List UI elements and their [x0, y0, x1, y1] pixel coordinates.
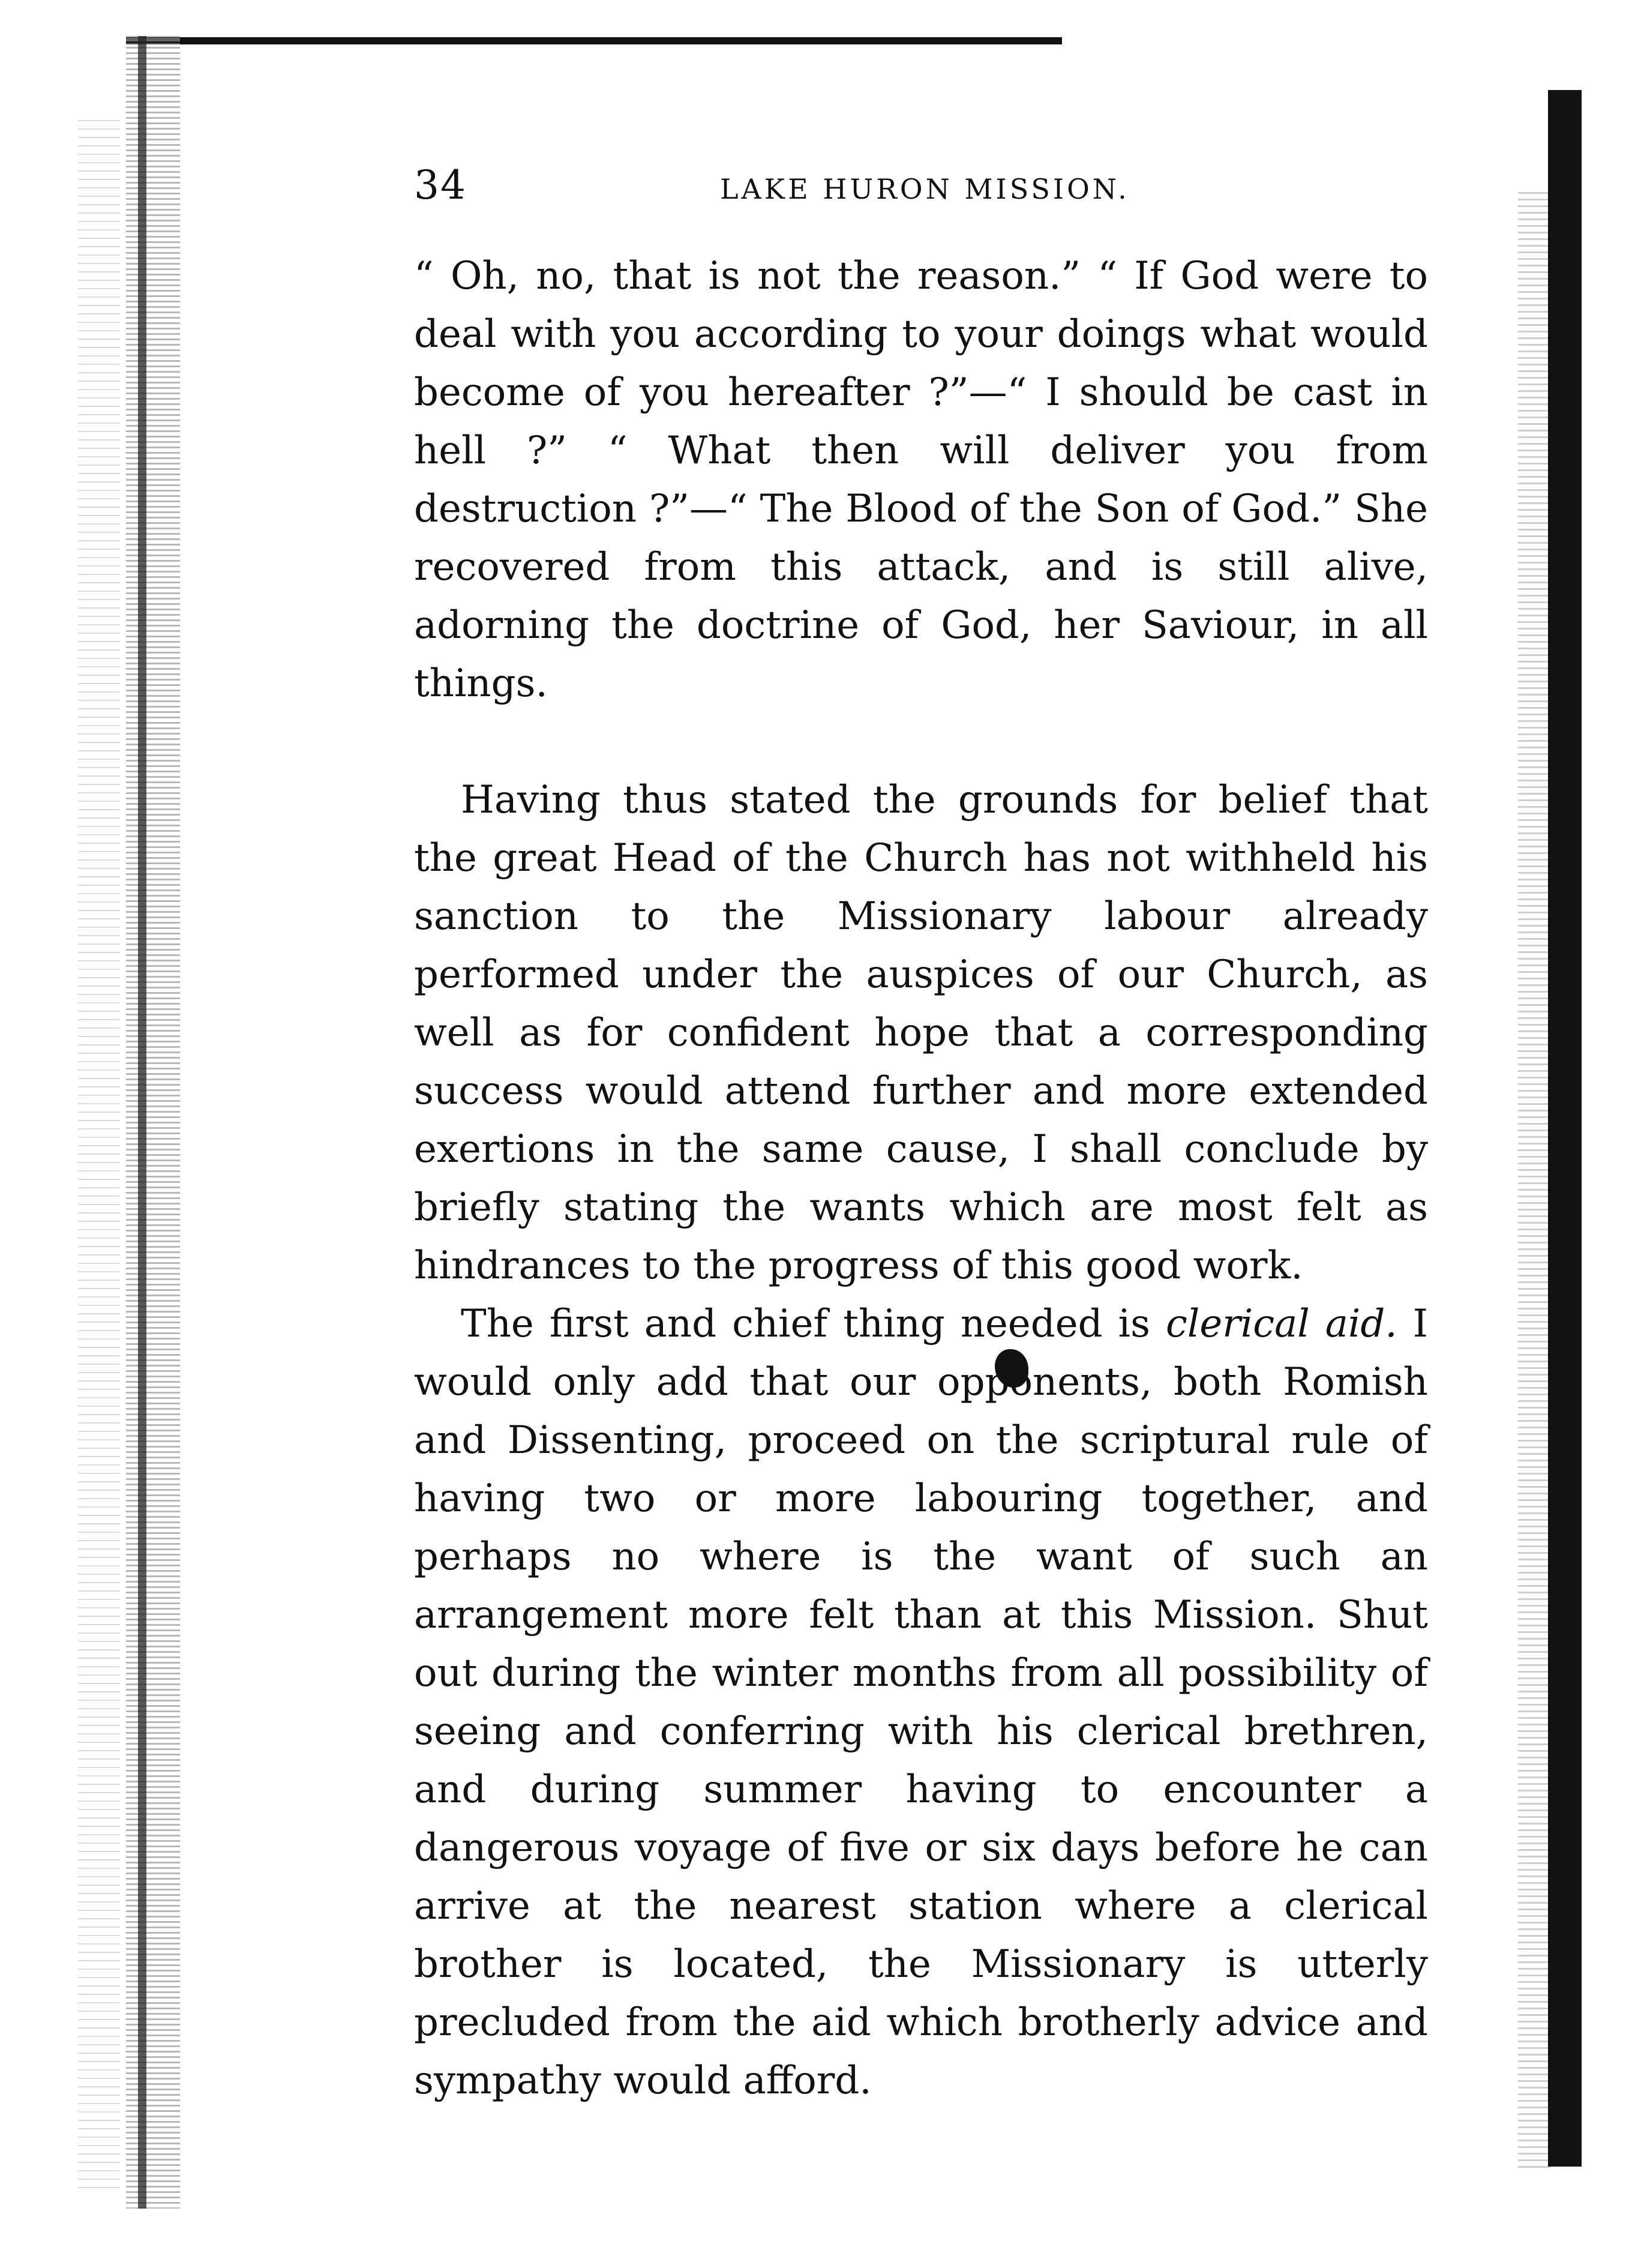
left-speckle [78, 120, 120, 2191]
paragraph-wants-intro: The first and chief thing needed is [461, 1302, 1166, 1346]
paragraph-wants [414, 1295, 1428, 2110]
left-page-edge [138, 36, 146, 2209]
book-page [414, 162, 1428, 2110]
left-binding-shadow [126, 36, 180, 2209]
right-speckle [1518, 192, 1551, 2173]
top-rule [126, 37, 1062, 44]
page-header [414, 162, 1428, 216]
page-number: 34 [414, 162, 467, 208]
paragraph-dialogue: “ Oh, no, that is not the reason.” “ If God were to deal with you according to your doings what would become of you hereafter ?”—“ I should be cast in hell ?” “ What then will deliver you from destruction ?”—“ The Blood of the Son of God.” She recovered from this attack, and is still alive, adorning the doctrine of God, her Saviour, in all things. [414, 254, 1428, 706]
running-title: LAKE HURON MISSION. [720, 173, 1130, 205]
emphasis-clerical-aid: clerical aid. [1166, 1302, 1397, 1346]
paragraph-grounds: Having thus stated the grounds for belief that the great Head of the Church has not withheld his sanction to the Missionary labour already performed under the auspices of our Church, as well as for confident hope that a corresponding success would attend further and more extended exertions in the same cause, I shall conclude by briefly stating the wants which are most felt as hindrances to the progress of this good work. [414, 778, 1428, 1288]
paragraph-wants-body: I would only add that our opponents, both Romish and Dissenting, proceed on the scriptural rule of having two or more labouring together, and perhaps no where is the want of such an arrangement more felt than at this Mission. Shut out during the winter months from all possibility of seeing and conferring with his clerical brethren, and during summer having to encounter a dangerous voyage of five or six days before he can arrive at the nearest station where a clerical brother is located, the Missionary is utterly precluded from the aid which brotherly advice and sympathy would afford. [414, 1302, 1429, 2103]
right-binding-bar [1548, 90, 1582, 2167]
